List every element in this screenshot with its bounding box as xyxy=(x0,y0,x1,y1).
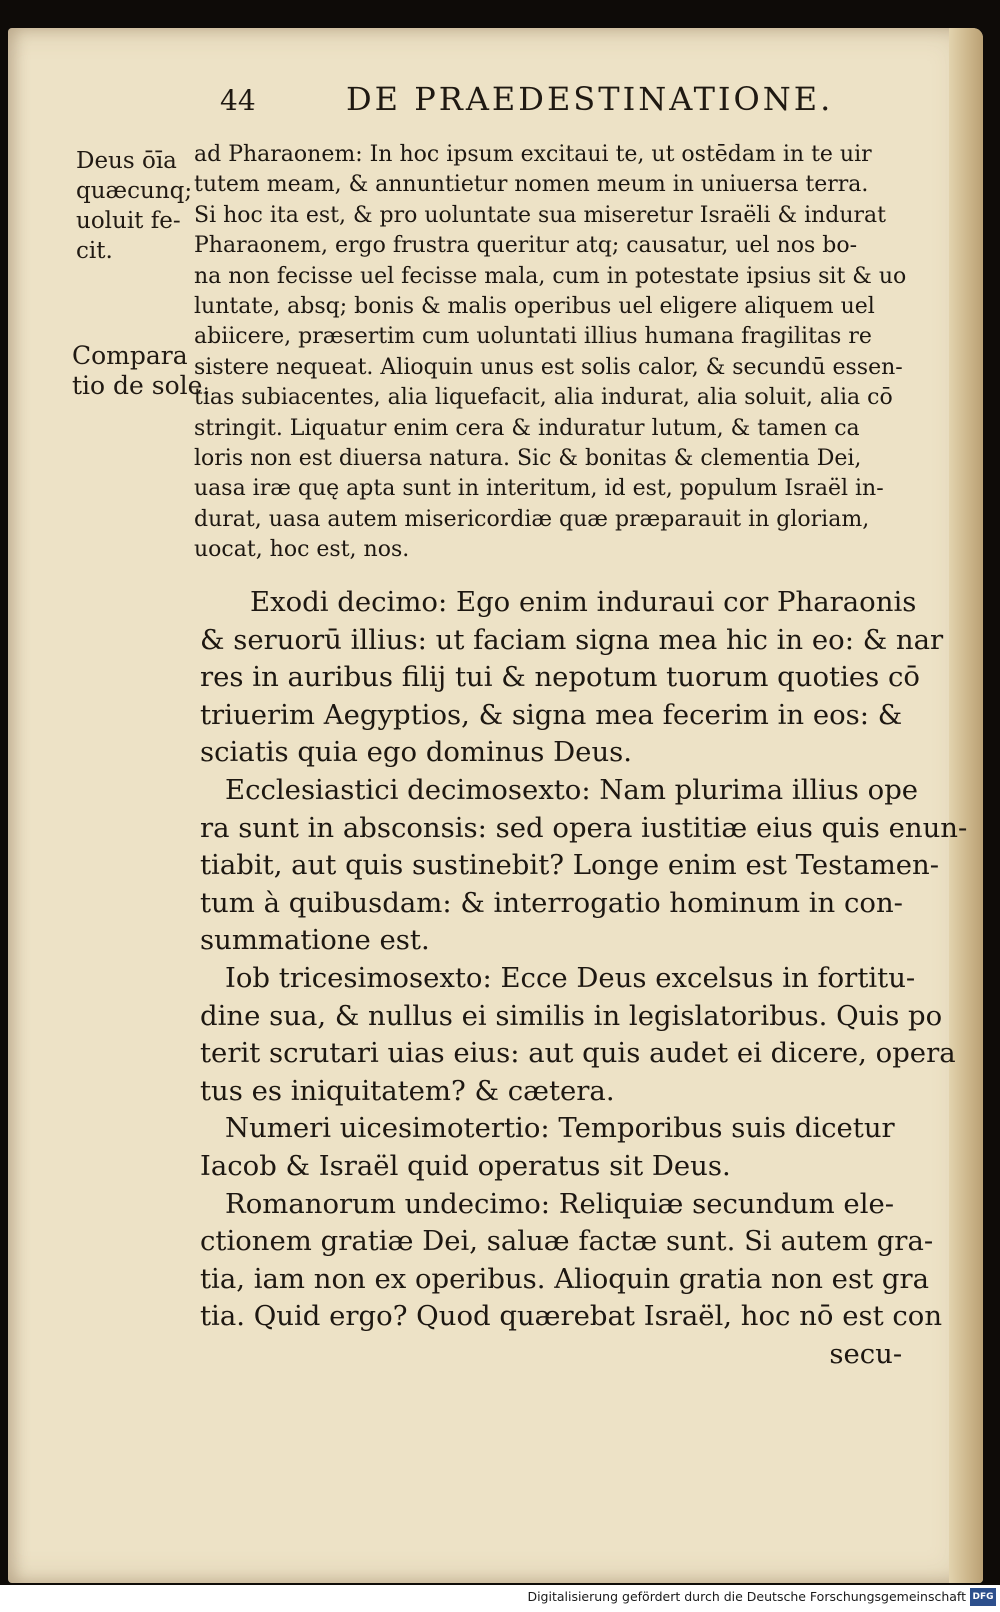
text-line: terit scrutari uias eius: aut quis audet ei dicere, opera xyxy=(200,1037,956,1070)
text-line: Exodi decimo: Ego enim induraui cor Pharaonis xyxy=(250,586,917,618)
text-line: tutem meam, & annuntietur nomen meum in uniuersa terra. xyxy=(194,172,869,198)
margin-note-line: Compara xyxy=(72,341,188,370)
digitization-footer xyxy=(0,1585,1000,1612)
margin-note-line: Deus ōīa xyxy=(76,148,177,174)
dfg-logo: DFG xyxy=(970,1588,996,1606)
text-line: abiicere, præsertim cum uoluntati illius humana fragilitas re xyxy=(194,324,872,350)
text-line: res in auribus filij tui & nepotum tuorum quoties cō xyxy=(200,661,920,694)
text-line: tus es iniquitatem? & cætera. xyxy=(200,1074,615,1107)
text-line: sistere nequeat. Alioquin unus est solis calor, & secundū essen- xyxy=(194,354,903,380)
margin-note xyxy=(76,146,192,266)
funding-credit: Digitalisierung gefördert durch die Deutsche Forschungsgemeinschaft xyxy=(527,1589,966,1604)
book-page xyxy=(8,28,983,1583)
text-line: luntate, absq; bonis & malis operibus uel eligere aliquem uel xyxy=(194,294,875,320)
text-line: durat, uasa autem misericordiæ quæ præparauit in gloriam, xyxy=(194,506,870,532)
text-line: ad Pharaonem: In hoc ipsum excitaui te, ut ostēdam in te uir xyxy=(194,142,872,167)
catchword: secu- xyxy=(200,1337,903,1370)
text-line: Ecclesiastici decimosexto: Nam plurima illius ope xyxy=(225,773,919,806)
margin-note-line: tio de sole. xyxy=(72,371,211,400)
text-line: triuerim Aegyptios, & signa mea fecerim in eos: & xyxy=(200,698,903,731)
text-line: tia, iam non ex operibus. Alioquin gratia non est gra xyxy=(200,1262,930,1295)
text-line: Numeri uicesimotertio: Temporibus suis dicetur xyxy=(225,1112,895,1145)
margin-note-line: quæcunq; xyxy=(76,178,193,204)
text-line: ctionem gratiæ Dei, saluæ factæ sunt. Si autem gra- xyxy=(200,1225,934,1258)
margin-note xyxy=(72,341,210,401)
text-line: ra sunt in absconsis: sed opera iustitiæ eius quis enun- xyxy=(200,811,968,844)
text-line: Iob tricesimosexto: Ecce Deus excelsus in fortitu- xyxy=(225,961,916,994)
text-line: loris non est diuersa natura. Sic & bonitas & clementia Dei, xyxy=(194,446,862,472)
margin-note-line: uoluit fe- xyxy=(76,208,181,234)
page-header xyxy=(8,80,983,130)
running-head: DE PRAEDESTINATIONE. xyxy=(346,80,834,118)
scripture-citations xyxy=(200,584,968,1373)
text-line: Romanorum undecimo: Reliquiæ secundum ele- xyxy=(225,1187,895,1220)
text-line: & seruorū illius: ut faciam signa mea hic in eo: & nar xyxy=(200,623,944,656)
text-line: tia. Quid ergo? Quod quærebat Israël, hoc nō est con xyxy=(200,1300,943,1333)
text-line: na non fecisse uel fecisse mala, cum in potestate ipsius sit & uo xyxy=(194,263,907,289)
margin-note-line: cit. xyxy=(76,238,113,264)
text-line: tiabit, aut quis sustinebit? Longe enim est Testamen- xyxy=(200,849,940,882)
text-line: Pharaonem, ergo frustra queritur atq; causatur, uel nos bo- xyxy=(194,233,858,259)
body-paragraph xyxy=(194,140,906,566)
text-line: sciatis quia ego dominus Deus. xyxy=(200,736,633,769)
text-line: Si hoc ita est, & pro uoluntate sua miseretur Israëli & indurat xyxy=(194,202,887,228)
page-number: 44 xyxy=(220,84,256,117)
text-line: summatione est. xyxy=(200,924,430,957)
text-line: uasa iræ quę apta sunt in interitum, id est, populum Israël in- xyxy=(194,476,884,502)
text-line: dine sua, & nullus ei similis in legislatoribus. Quis po xyxy=(200,999,943,1032)
text-line: tum à quibusdam: & interrogatio hominum in con- xyxy=(200,886,903,919)
text-line: tias subiacentes, alia liquefacit, alia indurat, alia soluit, alia cō xyxy=(194,385,893,411)
text-line: Iacob & Israël quid operatus sit Deus. xyxy=(200,1149,731,1182)
text-line: stringit. Liquatur enim cera & induratur lutum, & tamen ca xyxy=(194,415,860,441)
text-line: uocat, hoc est, nos. xyxy=(194,537,410,563)
